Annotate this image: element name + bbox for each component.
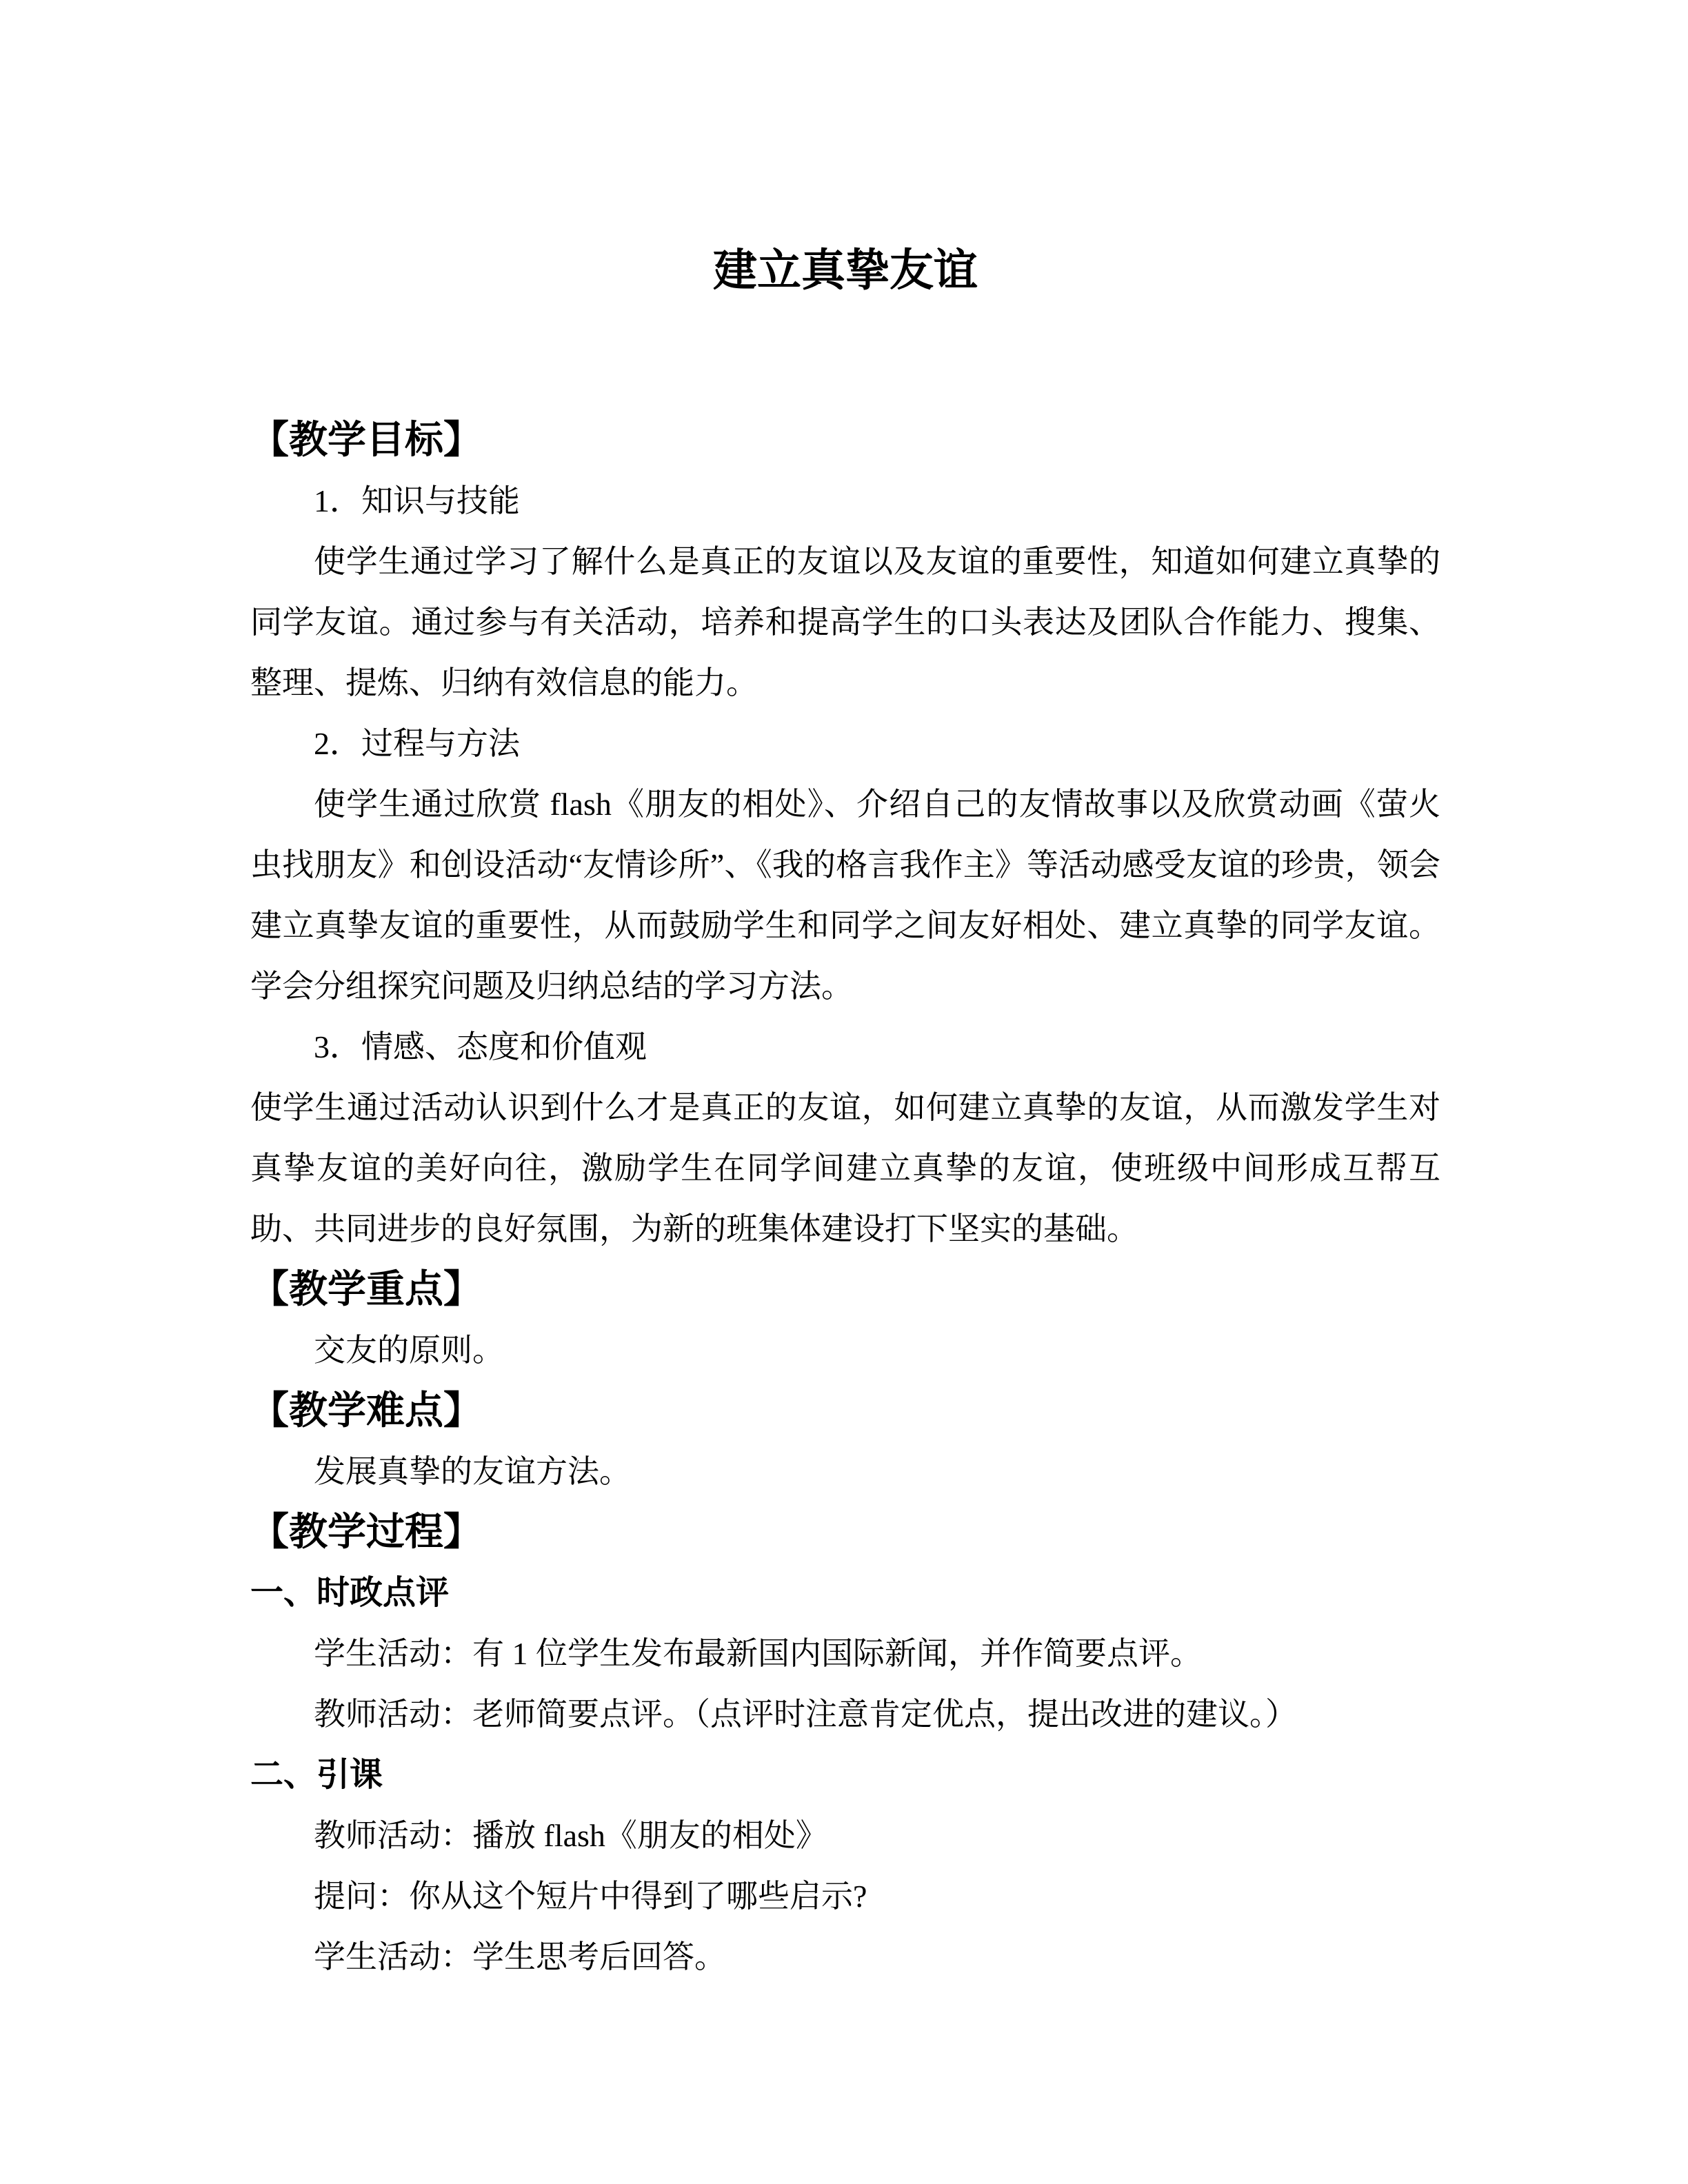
paragraph: 交友的原则。: [314, 1333, 504, 1368]
section-heading: 【教学目标】: [250, 419, 482, 462]
process-step-heading: 二、引课: [250, 1757, 383, 1793]
paragraph: 教师活动：老师简要点评。（点评时注意肯定优点，提出改进的建议。）: [314, 1697, 1297, 1732]
paragraph: 使学生通过欣赏 flash《朋友的相处》、介绍自己的友情故事以及欣赏动画《萤火虫找朋友》和创设活动“友情诊所”、《我的格言我作主》等活动感受友谊的珍贵，领会建立真挚友谊的重要性，从而鼓励学生和同学之间友好相处、建立真挚的同学友谊。学会分组探究问题及归纳总结的学习方法。: [250, 787, 1440, 1004]
objective-item-heading: 2．过程与方法: [314, 726, 520, 761]
paragraph: 学生活动：有 1 位学生发布最新国内国际新闻，并作简要点评。: [314, 1636, 1202, 1671]
objective-item-heading: 1．知识与技能: [314, 483, 520, 518]
paragraph: 使学生通过活动认识到什么才是真正的友谊，如何建立真挚的友谊，从而激发学生对真挚友谊的美好向往，激励学生在同学间建立真挚的友谊，使班级中间形成互帮互助、共同进步的良好氛围，为新的班集体建设打下坚实的基础。: [250, 1090, 1440, 1246]
page-title: 建立真挚友谊: [713, 246, 978, 295]
objective-item-heading: 3．情感、态度和价值观: [314, 1029, 647, 1064]
document-body: [250, 410, 1440, 1988]
section-heading: 【教学难点】: [250, 1390, 482, 1433]
paragraph: 发展真挚的友谊方法。: [314, 1454, 631, 1489]
paragraph: 学生活动：学生思考后回答。: [314, 1939, 726, 1974]
section-heading: 【教学过程】: [250, 1511, 482, 1554]
process-step-heading: 一、时政点评: [250, 1575, 450, 1611]
paragraph: 提问：你从这个短片中得到了哪些启示?: [314, 1879, 867, 1914]
section-heading: 【教学重点】: [250, 1268, 482, 1311]
paragraph: 使学生通过学习了解什么是真正的友谊以及友谊的重要性，知道如何建立真挚的同学友谊。通过参与有关活动，培养和提高学生的口头表达及团队合作能力、搜集、整理、提炼、归纳有效信息的能力。: [250, 544, 1440, 700]
paragraph: 教师活动：播放 flash《朋友的相处》: [314, 1818, 827, 1853]
